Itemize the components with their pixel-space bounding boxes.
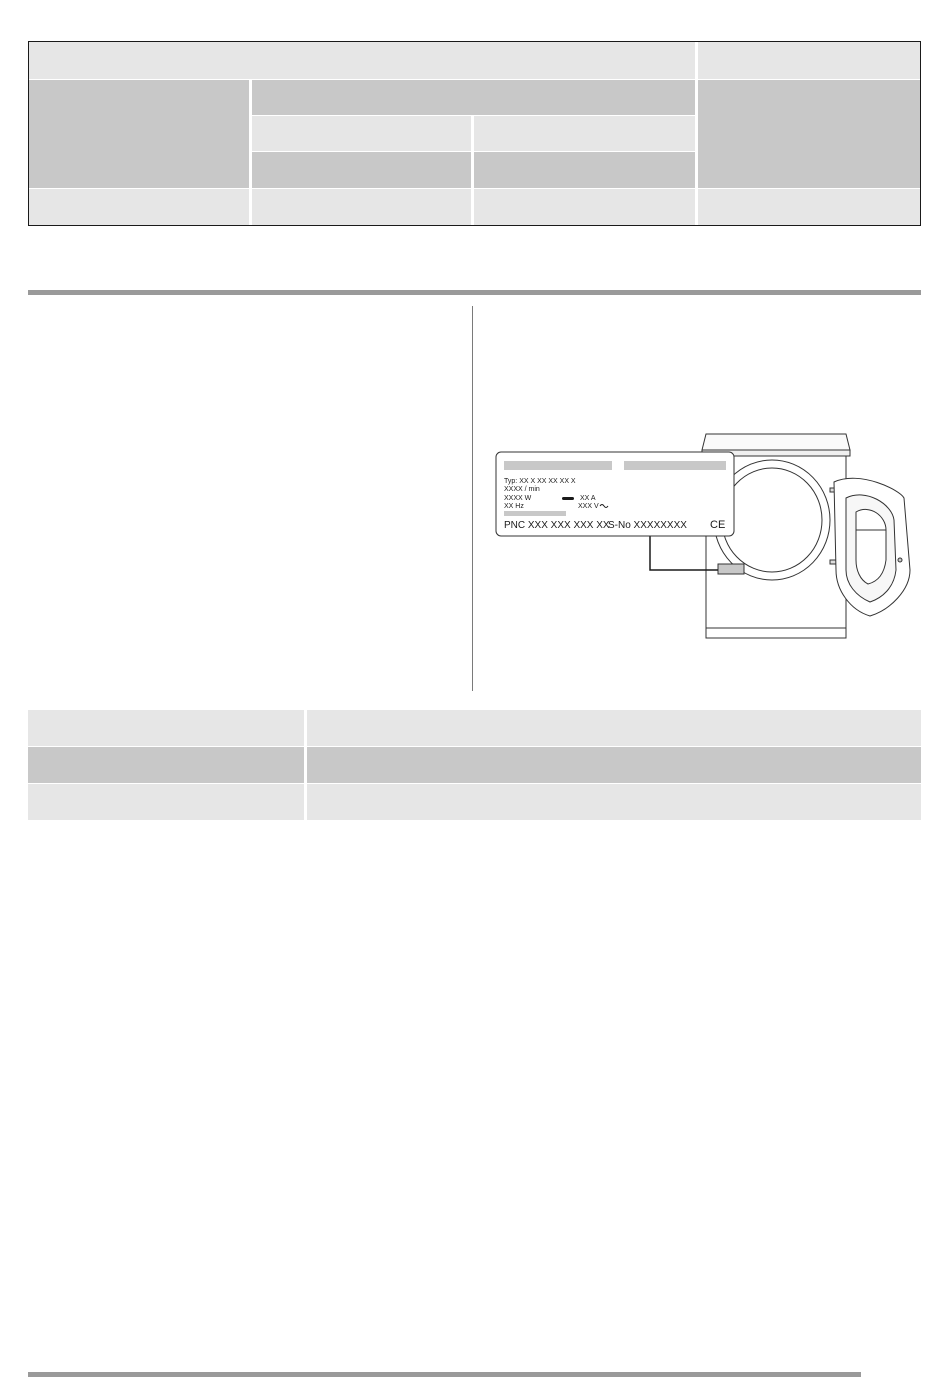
pnc-line: PNC XXX XXX XXX XX xyxy=(504,520,610,531)
voltage-line: XXX V xyxy=(578,503,599,510)
rating-label xyxy=(496,452,734,536)
rating-plate-illustration xyxy=(490,420,920,650)
type-line: Typ: XX X XX XX XX X xyxy=(504,478,576,485)
dryer-drawing xyxy=(490,420,920,650)
frequency-line: XX Hz xyxy=(504,503,524,510)
current-line: XX A xyxy=(580,495,596,502)
table-cell xyxy=(474,152,695,188)
fuse-icon xyxy=(562,497,574,500)
table-row xyxy=(28,747,921,783)
info-table xyxy=(28,710,921,820)
table-header-cell xyxy=(698,42,920,79)
table-cell xyxy=(28,784,304,820)
table-cell xyxy=(29,189,249,225)
serial-line: S-No XXXXXXXX xyxy=(608,520,687,531)
table-cell xyxy=(698,80,920,188)
table-row xyxy=(28,710,921,746)
table-cell xyxy=(29,80,249,188)
ce-mark-icon: CE xyxy=(710,519,726,531)
label-bar xyxy=(624,461,726,470)
table-cell xyxy=(252,189,471,225)
table-cell xyxy=(252,152,471,188)
label-bar xyxy=(504,461,612,470)
section-divider xyxy=(28,290,921,295)
table-cell xyxy=(252,80,695,115)
specifications-table xyxy=(28,41,921,226)
column-divider xyxy=(472,306,473,691)
table-cell xyxy=(307,784,921,820)
power-line: XXXX W xyxy=(504,495,532,502)
table-cell xyxy=(307,747,921,783)
speed-line: XXXX / min xyxy=(504,486,540,493)
table-cell xyxy=(307,710,921,746)
table-cell xyxy=(28,747,304,783)
footer-divider xyxy=(28,1372,861,1377)
table-cell xyxy=(28,710,304,746)
table-cell xyxy=(474,116,695,151)
table-row xyxy=(28,784,921,820)
table-cell xyxy=(252,116,471,151)
table-cell xyxy=(698,189,920,225)
table-cell xyxy=(474,189,695,225)
label-bar xyxy=(504,511,566,516)
table-header-cell xyxy=(29,42,695,79)
